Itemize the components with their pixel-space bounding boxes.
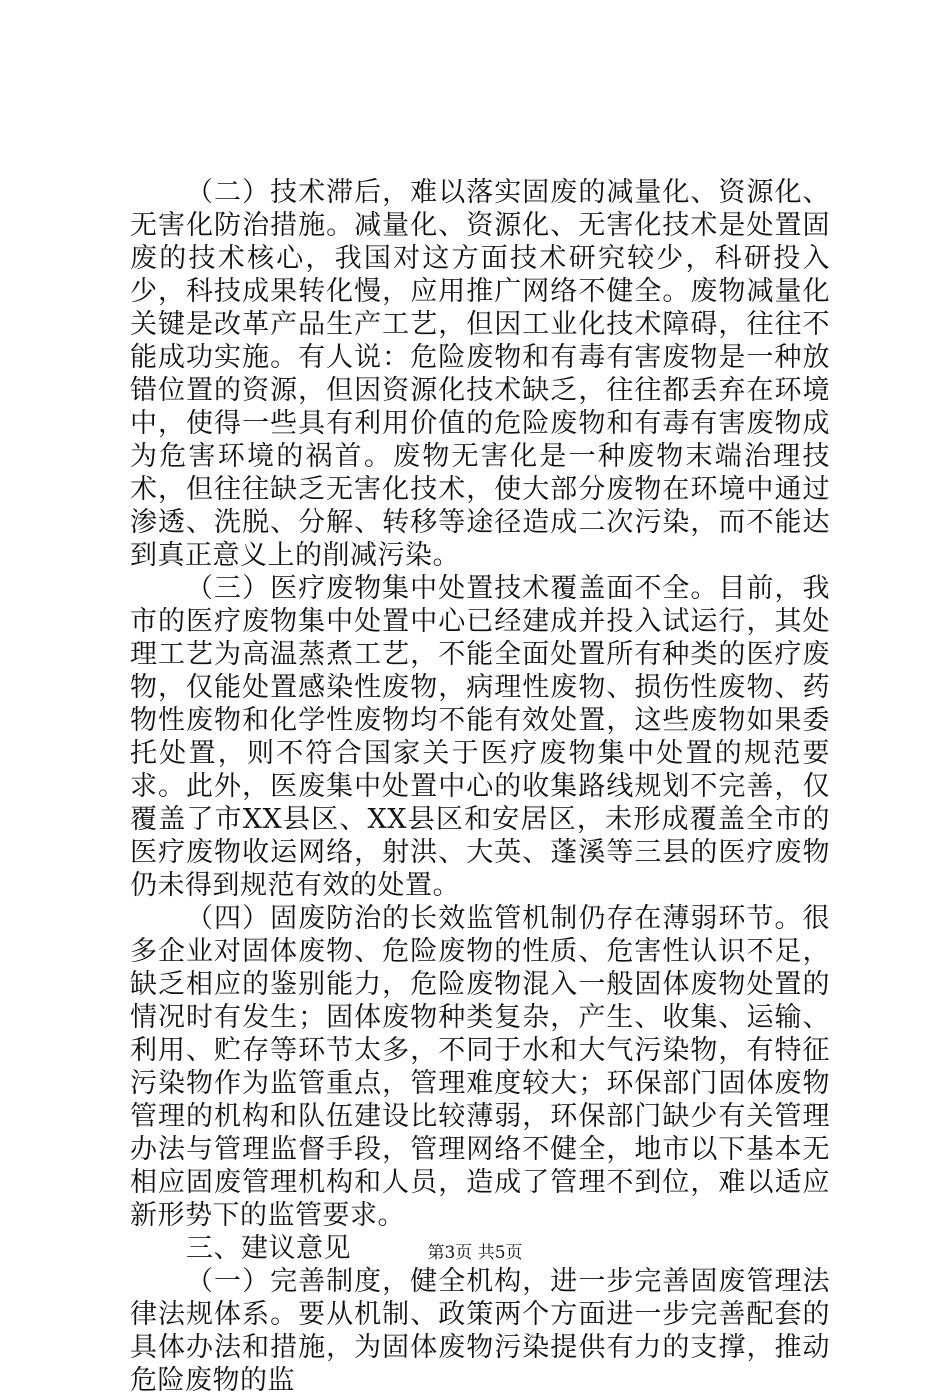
paragraph-2-technology-lag: （二）技术滞后，难以落实固废的减量化、资源化、无害化防治措施。减量化、资源化、无害化技术是处置固废的技术核心，我国对这方面技术研究较少，科研投入少，科技成果转化慢，应用推广网络不健全。废物减量化关键是改革产品生产工艺，但因工业化技术障碍，往往不能成功实施。有人说：危险废物和有毒有害废物是一种放错位置的资源，但因资源化技术缺乏，往往都丢弃在环境中，使得一些具有利用价值的危险废物和有毒有害废物成为危害环境的祸首。废物无害化是一种废物末端治理技术，但往往缺乏无害化技术，使大部分废物在环境中通过渗透、洗脱、分解、转移等途径造成二次污染，而不能达到真正意义上的削减污染。 — [130, 177, 830, 571]
page-number-footer: 第3页 共5页 — [427, 1243, 523, 1263]
paragraph-4-supervision-mechanism: （四）固废防治的长效监管机制仍存在薄弱环节。很多企业对固体废物、危险废物的性质、危害性认识不足，缺乏相应的鉴别能力，危险废物混入一般固体废物处置的情况时有发生；固体废物种类复杂，产生、收集、运输、利用、贮存等环节太多，不同于水和大气污染物，有特征污染物作为监管重点，管理难度较大；环保部门固体废物管理的机构和队伍建设比较薄弱，环保部门缺少有关管理办法与管理监督手段，管理网络不健全，地市以下基本无相应固废管理机构和人员，造成了管理不到位，难以适应新形势下的监管要求。 — [130, 903, 830, 1231]
paragraph-3-medical-waste-coverage: （三）医疗废物集中处置技术覆盖面不全。目前，我市的医疗废物集中处置中心已经建成并投入试运行，其处理工艺为高温蒸煮工艺，不能全面处置所有种类的医疗废物，仅能处置感染性废物，病理性废物、损伤性废物、药物性废物和化学性废物均不能有效处置，这些废物如果委托处置，则不符合国家关于医疗废物集中处置的规范要求。此外，医废集中处置中心的收集路线规划不完善，仅覆盖了市XX县区、XX县区和安居区，未形成覆盖全市的医疗废物收运网络，射洪、大英、蓬溪等三县的医疗废物仍未得到规范有效的处置。 — [130, 573, 830, 901]
paragraph-1-improve-system: （一）完善制度，健全机构，进一步完善固废管理法律法规体系。要从机制、政策两个方面进一步完善配套的具体办法和措施，为固体废物污染提供有力的支撑，推动危险废物的监 — [130, 1266, 830, 1396]
section-heading-recommendations: 三、建议意见 — [186, 1233, 351, 1264]
document-body — [130, 176, 830, 1397]
